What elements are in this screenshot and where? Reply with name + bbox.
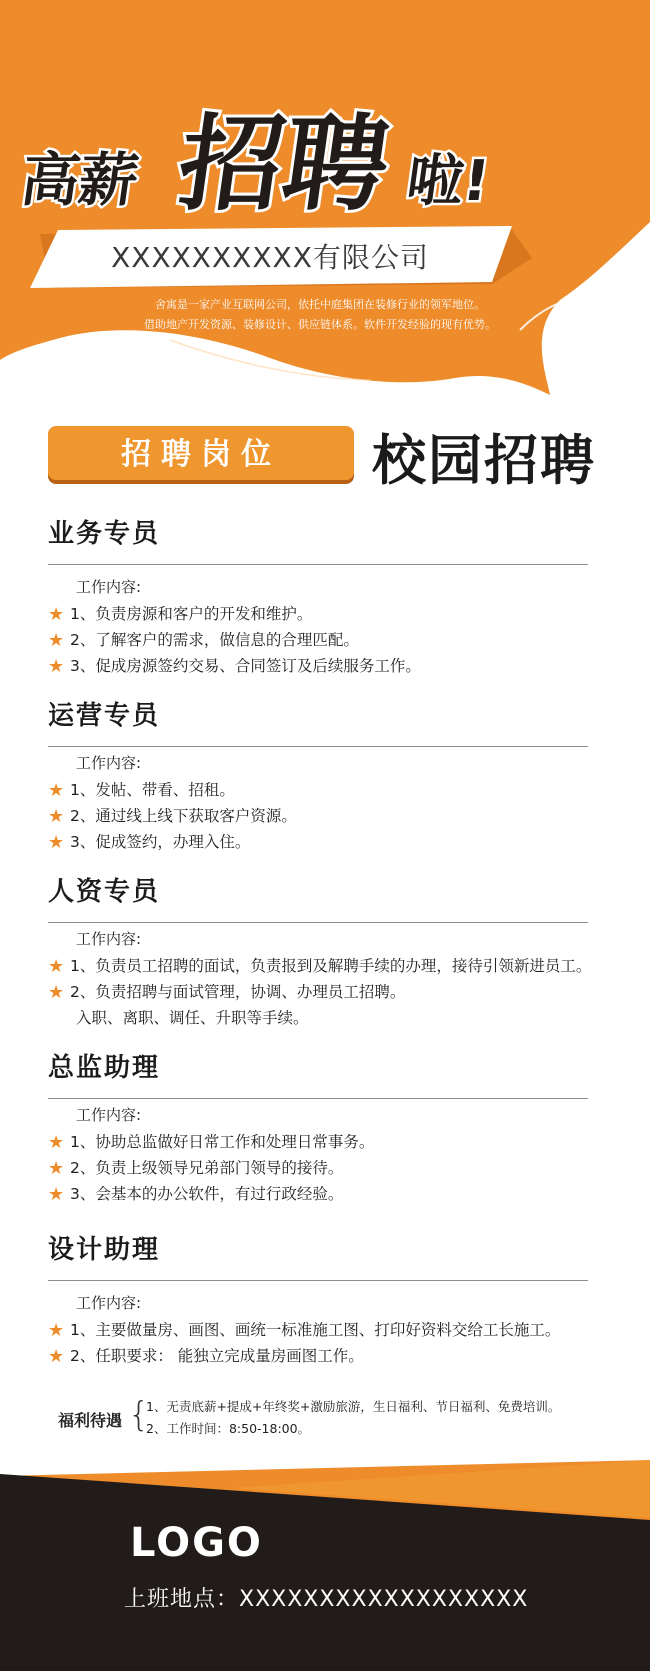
star-icon: ★ [48, 780, 65, 801]
star-icon: ★ [48, 1346, 65, 1367]
list-item-continuation: 入职、离职、调任、升职等手续。 [76, 1009, 309, 1027]
work-address: 上班地点：XXXXXXXXXXXXXXXXXX [124, 1587, 529, 1612]
star-icon: ★ [48, 956, 65, 977]
list-item: ★ 3、促成签约，办理入住。 [48, 832, 251, 853]
job-section-design-assistant [48, 1232, 588, 1372]
section-divider [48, 746, 588, 747]
section-title: 运营专员 [48, 701, 161, 731]
list-item: ★ 2、了解客户的需求，做信息的合理匹配。 [48, 630, 359, 651]
list-item: ★ 2、通过线上线下获取客户资源。 [48, 806, 297, 827]
job-section-director-assistant [48, 1050, 588, 1210]
star-icon: ★ [48, 1132, 65, 1153]
section-title: 设计助理 [48, 1235, 161, 1265]
section-divider [48, 1098, 588, 1099]
list-item: ★ 1、协助总监做好日常工作和处理日常事务。 [48, 1132, 375, 1153]
star-icon: ★ [48, 806, 65, 827]
star-icon: ★ [48, 1184, 65, 1205]
star-icon: ★ [48, 630, 65, 651]
section-subtitle: 工作内容: [76, 930, 142, 948]
headline-part1: 高薪 [16, 146, 143, 214]
benefit-item: 1、无责底薪+提成+年终奖+激励旅游，生日福利、节日福利、免费培训。 [146, 1399, 561, 1414]
headline-part3: 啦! [402, 149, 494, 214]
section-subtitle: 工作内容: [76, 1106, 142, 1124]
job-section-hr [48, 874, 592, 1034]
list-item: ★ 3、会基本的办公软件，有过行政经验。 [48, 1184, 344, 1205]
list-item: ★ 3、促成房源签约交易、合同签订及后续服务工作。 [48, 656, 421, 677]
headline [16, 92, 590, 225]
headline-part2: 招聘 [171, 103, 397, 225]
list-item: ★ 1、主要做量房、画图、画统一标准施工图、打印好资料交给工长施工。 [48, 1320, 561, 1341]
brace-icon: { [128, 1395, 150, 1435]
recruit-positions-tag: 招聘岗位 [121, 437, 281, 472]
star-icon: ★ [48, 1320, 65, 1341]
star-icon: ★ [48, 604, 65, 625]
star-icon: ★ [48, 1158, 65, 1179]
list-item: ★ 1、负责员工招聘的面试，负责报到及解聘手续的办理，接待引领新进员工。 [48, 956, 592, 977]
section-divider [48, 1280, 588, 1281]
star-icon: ★ [48, 832, 65, 853]
intro-line-1: 舍寓是一家产业互联网公司，依托中庭集团在装修行业的领军地位。 [155, 298, 485, 311]
section-subtitle: 工作内容: [76, 578, 142, 596]
campus-recruitment-title: 校园招聘 [372, 429, 596, 492]
job-section-operations [48, 698, 588, 858]
benefit-item: 2、工作时间：8:50-18:00。 [146, 1421, 311, 1436]
section-title: 人资专员 [48, 877, 161, 907]
list-item: ★ 2、负责招聘与面试管理，协调、办理员工招聘。 [48, 982, 406, 1003]
company-name: XXXXXXXXXX有限公司 [111, 241, 429, 274]
star-icon: ★ [48, 982, 65, 1003]
intro-line-2: 借助地产开发资源、装修设计、供应链体系。软件开发经验的现有优势。 [144, 318, 496, 331]
star-icon: ★ [48, 656, 65, 677]
benefits-label: 福利待遇 [58, 1411, 123, 1430]
list-item: ★ 1、发帖、带看、招租。 [48, 780, 235, 801]
list-item: ★ 2、负责上级领导兄弟部门领导的接待。 [48, 1158, 344, 1179]
logo: LOGO [130, 1520, 263, 1566]
section-divider [48, 922, 588, 923]
list-item: ★ 1、负责房源和客户的开发和维护。 [48, 604, 313, 625]
list-item: ★ 2、任职要求： 能独立完成量房画图工作。 [48, 1346, 364, 1367]
section-subtitle: 工作内容: [76, 754, 142, 772]
job-section-sales [48, 516, 588, 676]
section-title: 总监助理 [48, 1053, 161, 1083]
section-divider [48, 564, 588, 565]
section-subtitle: 工作内容: [76, 1294, 142, 1312]
section-title: 业务专员 [48, 519, 161, 549]
